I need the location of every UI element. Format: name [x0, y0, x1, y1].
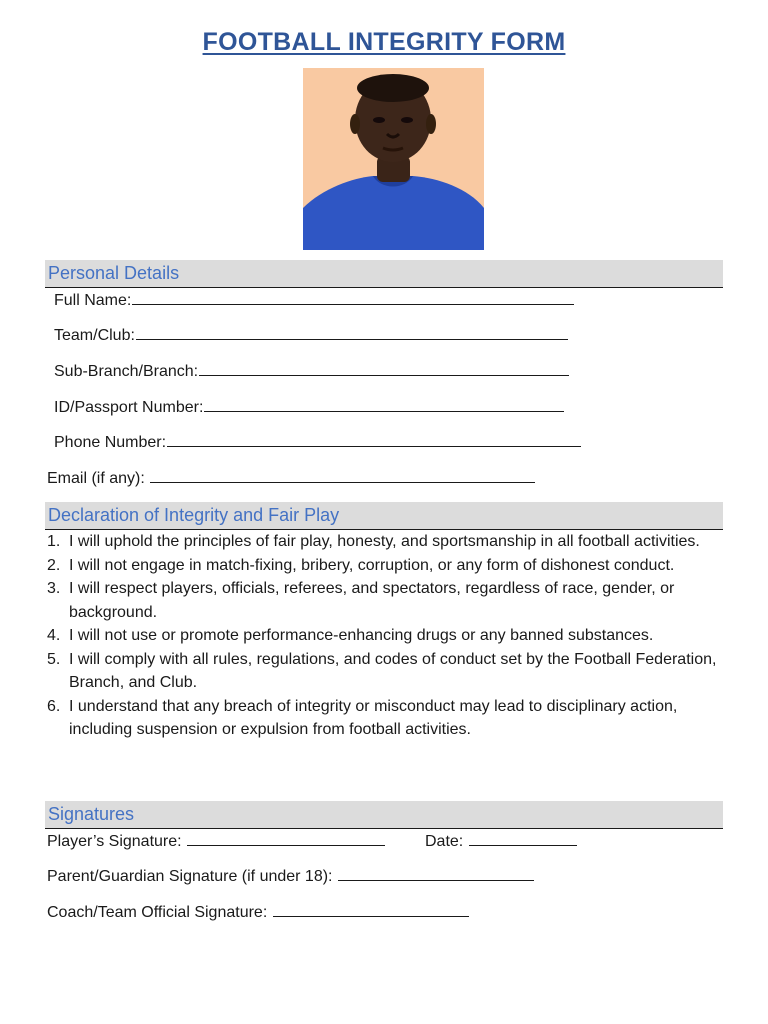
- list-item: 3. I will respect players, officials, referees, and spectators, regardless of race, gender, or background.: [47, 580, 675, 621]
- list-item: 6. I understand that any breach of integrity or misconduct may lead to disciplinary action, including suspension or expulsion from football activities.: [47, 697, 678, 738]
- team-club-field[interactable]: [54, 325, 568, 346]
- list-item: 1. I will uphold the principles of fair play, honesty, and sportsmanship in all football activities.: [47, 533, 700, 550]
- date-field[interactable]: [425, 831, 577, 852]
- section-title: Declaration of Integrity and Fair Play: [48, 505, 340, 525]
- phone-number-field[interactable]: [54, 432, 581, 453]
- field-label: Email (if any):: [47, 470, 150, 487]
- blank-line[interactable]: [136, 325, 568, 340]
- list-item: 5. I will comply with all rules, regulations, and codes of conduct set by the Football Federation, Branch, and Club.: [47, 650, 717, 691]
- blank-line[interactable]: [150, 468, 535, 483]
- player-portrait-icon: [303, 68, 484, 250]
- full-name-field[interactable]: [54, 290, 574, 311]
- field-label: Date:: [425, 833, 468, 850]
- section-declaration: [45, 502, 723, 530]
- player-photo: [303, 68, 484, 250]
- section-title: Signatures: [48, 804, 135, 824]
- player-signature-field[interactable]: [47, 831, 385, 852]
- field-label: Full Name:: [54, 292, 132, 309]
- field-label: Player’s Signature:: [47, 833, 187, 850]
- section-signatures: [45, 801, 723, 829]
- blank-line[interactable]: [167, 432, 581, 447]
- section-title: Personal Details: [48, 263, 180, 283]
- field-label: Sub-Branch/Branch:: [54, 363, 199, 380]
- blank-line[interactable]: [204, 397, 564, 412]
- blank-line[interactable]: [273, 902, 469, 917]
- sub-branch-field[interactable]: [54, 361, 569, 382]
- form-title: FOOTBALL INTEGRITY FORM: [202, 28, 566, 56]
- coach-signature-field[interactable]: [47, 902, 469, 923]
- section-personal-details: [45, 260, 723, 288]
- field-label: Team/Club:: [54, 327, 135, 344]
- parent-signature-field[interactable]: [47, 866, 534, 887]
- list-item: 4. I will not use or promote performance-enhancing drugs or any banned substances.: [47, 627, 654, 644]
- field-label: ID/Passport Number:: [54, 399, 204, 416]
- blank-line[interactable]: [187, 831, 385, 846]
- blank-line[interactable]: [132, 290, 574, 305]
- list-item: 2. I will not engage in match-fixing, bribery, corruption, or any form of dishonest conduct.: [47, 556, 675, 574]
- blank-line[interactable]: [199, 361, 569, 376]
- field-label: Parent/Guardian Signature (if under 18):: [47, 868, 337, 885]
- blank-line[interactable]: [338, 866, 534, 881]
- email-field[interactable]: [47, 468, 535, 489]
- field-label: Phone Number:: [54, 434, 167, 451]
- declaration-list: [45, 530, 735, 742]
- blank-line[interactable]: [469, 831, 577, 846]
- field-label: Coach/Team Official Signature:: [47, 904, 272, 921]
- id-passport-field[interactable]: [54, 397, 564, 418]
